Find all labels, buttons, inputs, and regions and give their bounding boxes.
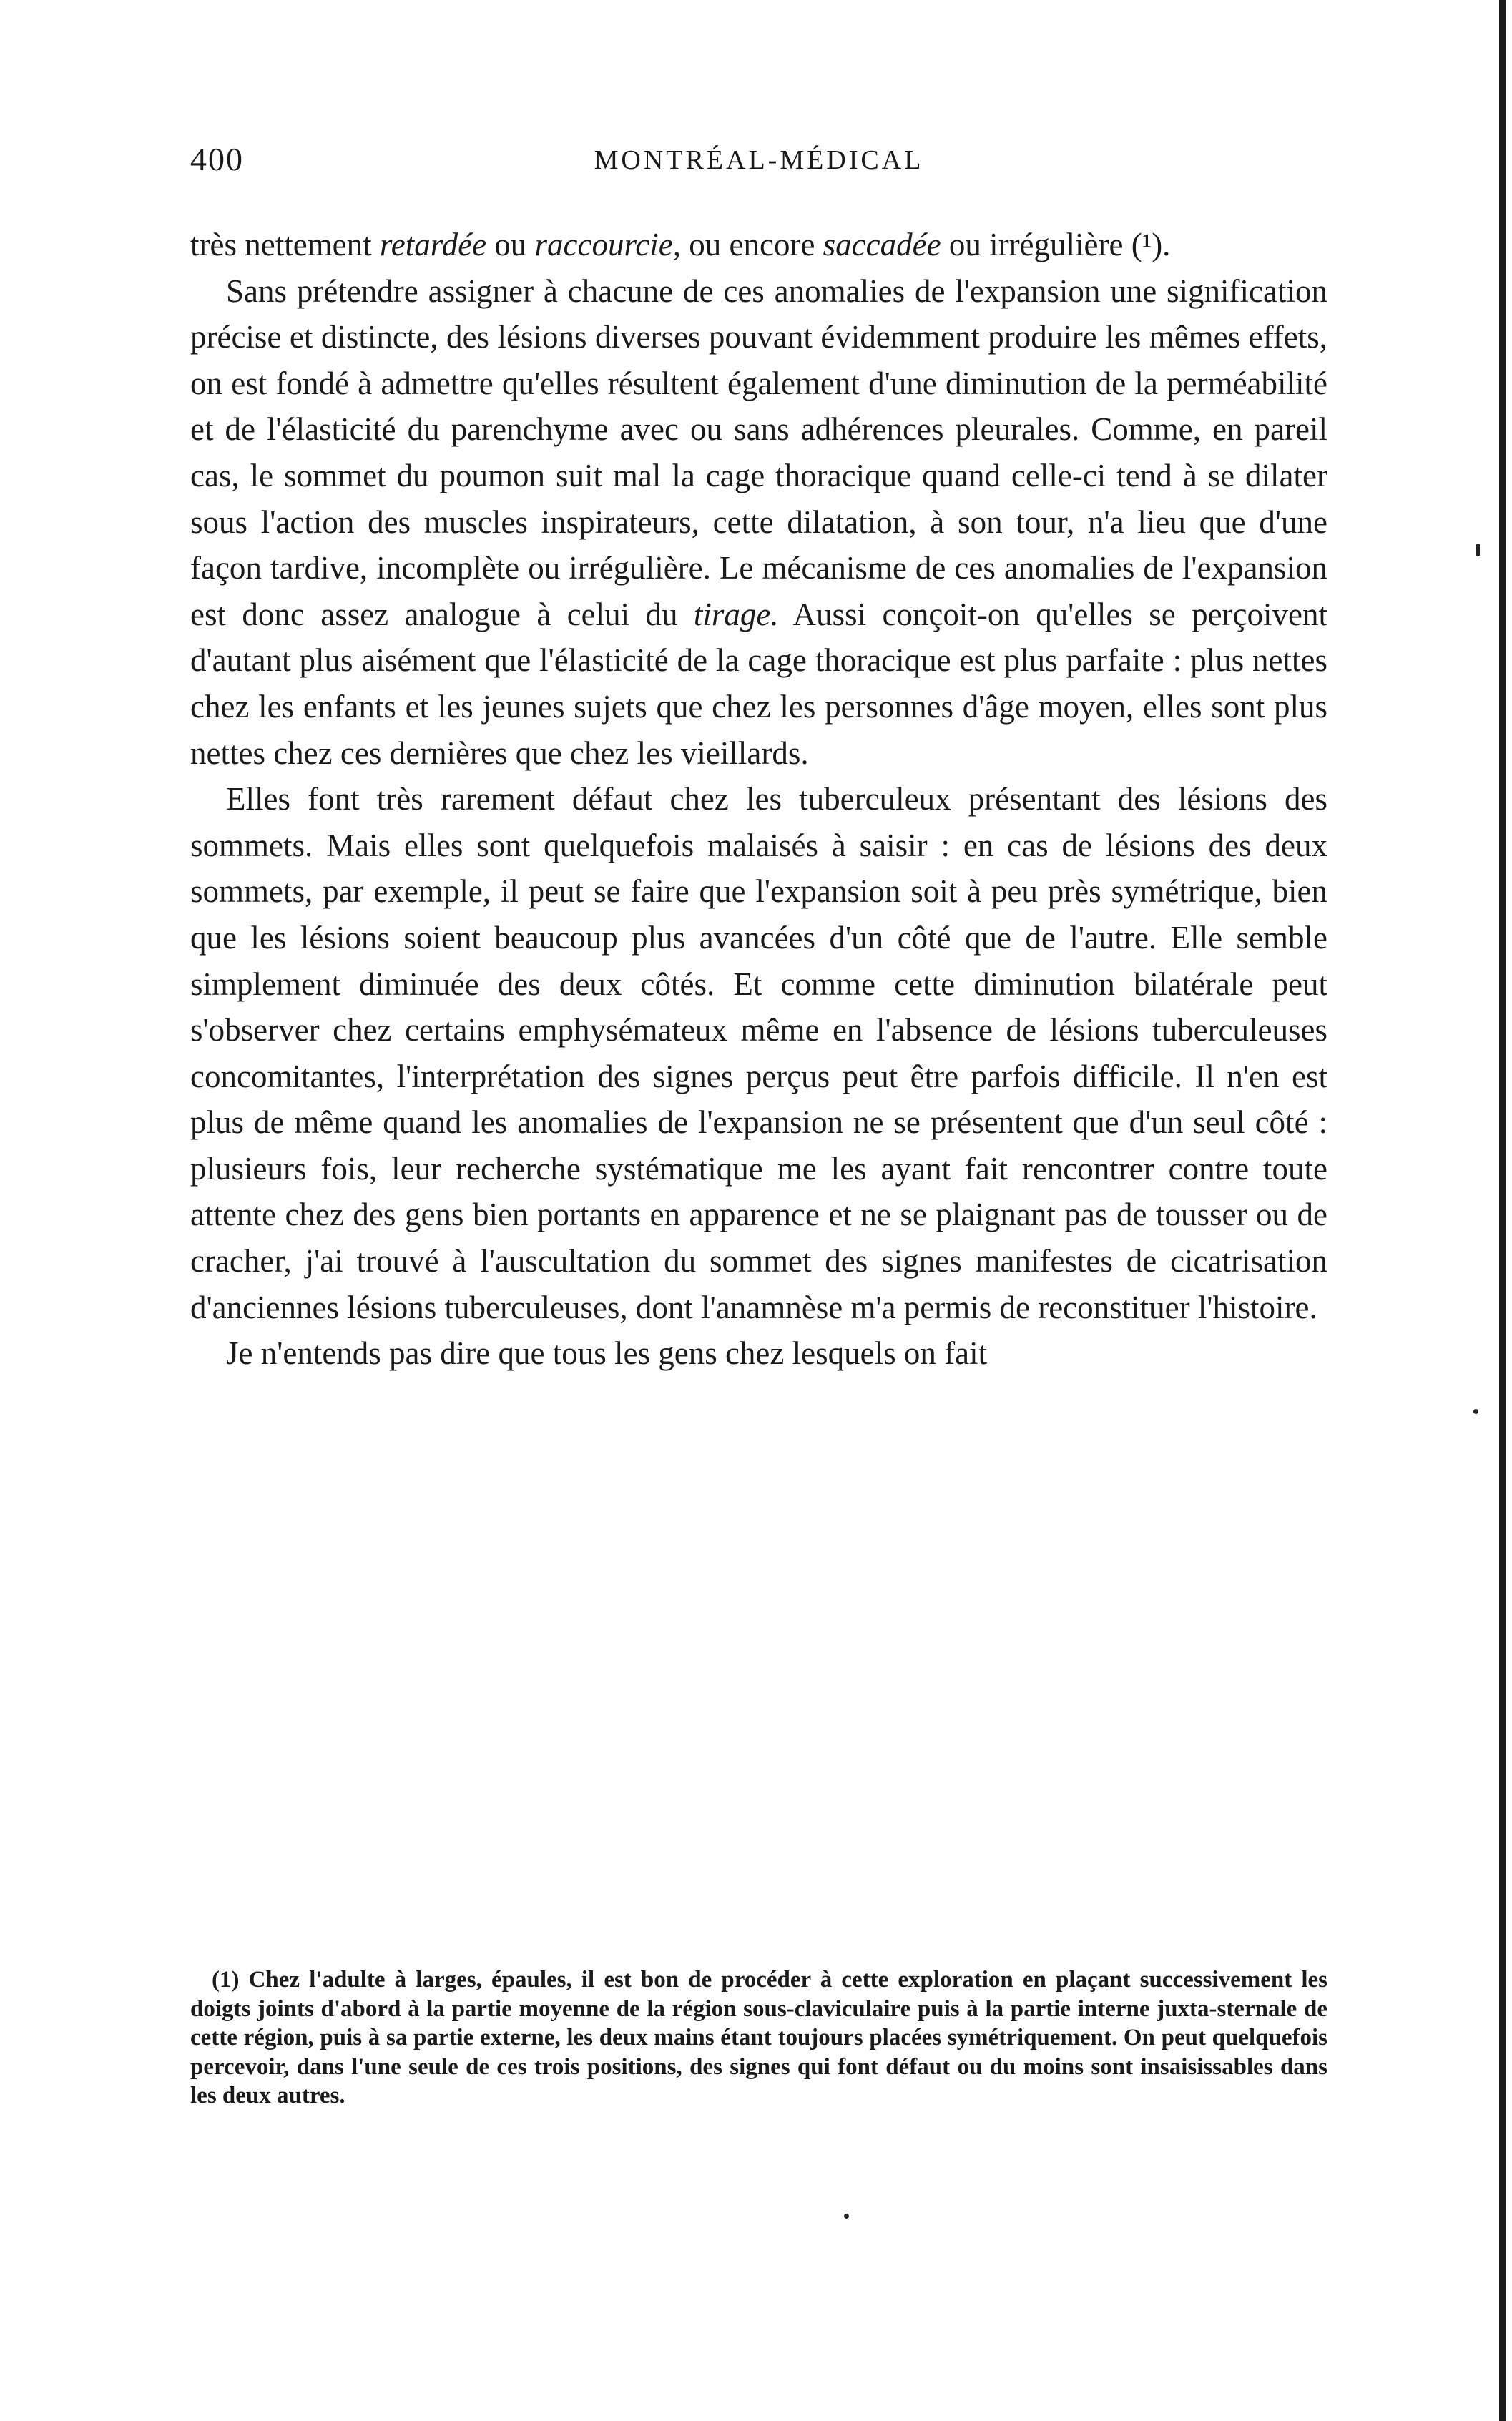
footnote	[190, 1965, 1327, 2111]
page-edge-shadow	[1499, 0, 1506, 2421]
paragraph-4: Je n'entends pas dire que tous les gens chez lesquels on fait	[226, 1335, 988, 1372]
print-speck	[1476, 544, 1480, 556]
emphasis-tirage: tirage.	[693, 596, 779, 632]
running-title: MONTRÉAL-MÉDICAL	[594, 145, 924, 175]
page-number: 400	[190, 141, 244, 177]
paragraph-2: Sans prétendre assigner à chacune de ces anomalies de l'expansion une signification précise et distincte, des lésions diverses pouvant évidemment produire les mêmes effets, on est fondé à admettre qu'elles résultent également d'une diminution de la perméabilité et de l'élasticité du parenchyme avec ou sans adhérences pleurales. Comme, en pareil cas, le sommet du poumon suit mal la cage thoracique quand celle-ci tend à se dilater sous l'action des muscles inspirateurs, cette dilatation, à son tour, n'a lieu que d'une façon tardive, incomplète ou irrégulière. Le mécanisme de ces anomalies de l'expansion est donc assez analogue à celui du tirage. Aussi conçoit-on qu'elles se perçoivent d'autant plus aisément que l'élasticité de la cage thoracique est plus parfaite : plus nettes chez les enfants et les jeunes sujets que chez les personnes d'âge moyen, elles sont plus nettes chez ces dernières que chez les vieillards.	[190, 272, 1327, 771]
emphasis-saccadee: saccadée	[823, 227, 941, 262]
print-speck	[844, 2214, 849, 2219]
main-text	[190, 222, 1327, 1377]
print-speck	[1473, 1409, 1478, 1414]
emphasis-raccourcie: raccourcie,	[534, 227, 682, 262]
paragraph-3: Elles font très rarement défaut chez les tuberculeux présentant des lésions des sommets. Mais elles sont quelquefois malaisés à saisir : en cas de lésions des deux sommets, par exemple, il peut se faire que l'expansion soit à peu près symétrique, bien que les lésions soient beaucoup plus avancées d'un côté que de l'autre. Elle semble simplement diminuée des deux côtés. Et comme cette diminution bilatérale peut s'observer chez certains emphysémateux même en l'absence de lésions tuberculeuses concomitantes, l'interprétation des signes perçus peut être parfois difficile. Il n'en est plus de même quand les anomalies de l'expansion ne se présentent que d'un seul côté : plusieurs fois, leur recherche systématique me les ayant fait rencontrer contre toute attente chez des gens bien portants en apparence et ne se plaignant pas de tousser ou de cracher, j'ai trouvé à l'auscultation du sommet des signes manifestes de cicatrisation d'anciennes lésions tuberculeuses, dont l'anamnèse m'a permis de reconstituer l'histoire.	[190, 781, 1327, 1325]
page-header	[190, 140, 1327, 183]
emphasis-retardee: retardée	[379, 227, 487, 262]
paragraph-1: très nettement retardée ou raccourcie, ou encore saccadée ou irrégulière (¹).	[190, 227, 1171, 262]
footnote-text: (1) Chez l'adulte à larges, épaules, il est bon de procéder à cette exploration en plaçant successivement les doigts joints d'abord à la partie moyenne de la région sous-claviculaire puis à la partie interne juxta-sternale de cette région, puis à sa partie externe, les deux mains étant toujours placées symétriquement. On peut quelquefois percevoir, dans l'une seule de ces trois positions, des signes qui font défaut ou du moins sont insaisissables dans les deux autres.	[190, 1967, 1327, 2108]
